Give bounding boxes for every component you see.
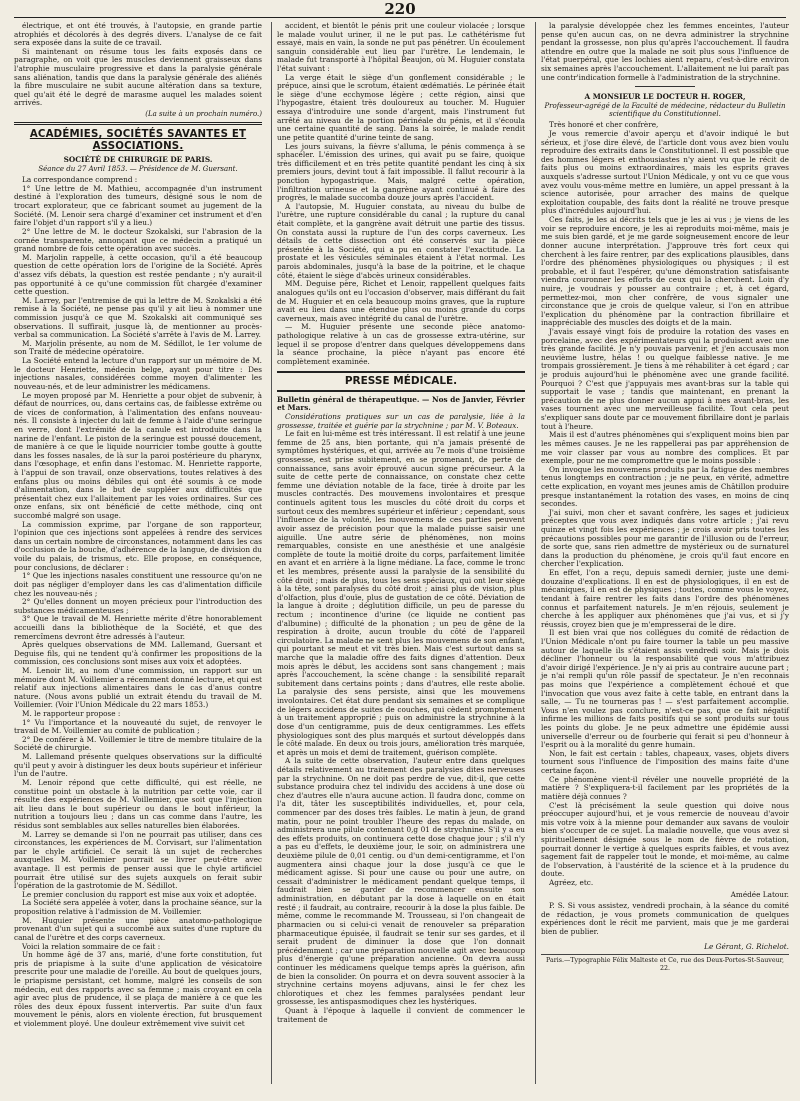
society-report-paragraph: 1° Que les injections nasales constituent une ressource qu'on ne doit pas négliger d'employer dans les cas d'alimentation difficile chez les nouveau-nés ; <box>14 571 262 598</box>
society-report-paragraph: La correspondance comprend : <box>22 175 138 185</box>
column-2 <box>277 22 525 1024</box>
society-report-paragraph: M. Marjolin rappelle, à cette occasion, qu'il a été beaucoup question de cette opération lors de l'origine de la Société. Après d'assez vifs débats, la question est restée pendante ; n'y aurait-il pas opportunité à ce qu'une commission fût chargée d'examiner cette question. <box>14 252 262 297</box>
section-title-presse: PRESSE MÉDICALE. <box>277 371 525 391</box>
letter-paragraph: Il est bien vrai que nos collègues du comité de rédaction de l'Union Médicale n'ont pu faire tourner la table un peu massive autour de laquelle ils s'étaient assis vendredi soir. Mais je dois décliner l'honneur ou la responsabilité que vous m'attribuez d'avoir dirigé l'expérience. Je n'y ai pris au contraire aucune part ; je n'ai rempli qu'un rôle passif de spectateur. Je n'en reconnais pas moins que l'expérience a complètement échoué et que l'invocation que vous avez faite à cette table, en entrant dans la salle, — Tu ne tourneras pas ! — s'est parfaitement accomplie. Vous n'en voulez pas conclure, n'est-ce pas, que ce fait négatif infirme les millions de faits positifs qui se sont produits sur tous les points du globe. Je ne peux admettre une épidémie aussi universelle d'erreur ou de fourberie qui ferait si peu d'honneur à l'esprit ou à la moralité du genre humain. <box>541 628 789 750</box>
letter-paragraph: Agréez, etc. <box>549 878 594 887</box>
society-report-paragraph: 1° Vu l'importance et la nouveauté du sujet, de renvoyer le travail de M. Voillemier au comité de publication ; <box>14 717 262 736</box>
bulletin-paragraph: A la suite de cette observation, l'auteur entre dans quelques détails relativement au traitement des paralysies dites nerveuses par la strychnine. On ne doit pas perdre de vue, dit-il, que cette substance produira chez tel individu des accidens à une dose où chez d'autres elle n'aura aucune action. Il faudra donc, comme on l'a dit, tâter les susceptibilités individuelles, et, pour cela, commencer par des doses très faibles. Le matin à jeun, de grand matin, pour ne point troubler l'heure des repas du malade, on administrera une pilule contenant 0,g 01 de strychnine. S'il y a eu des effets produits, on continuera cette dose chaque jour ; s'il n'y a pas eu d'effets, le deuxième jour, le soir, on administrera une deuxième pilule de 0,01 centig. ou d'un demi-centigramme, et l'on augmentera ainsi chaque jour la dose jusqu'à ce que le médicament agisse. Si pour une cause ou pour une autre, on cessait d'administrer le médicament pendant quelque temps, il faudrait bien se garder de recommencer ensuite son administration, en débutant par la dose à laquelle on en était resté ; il faudrait, au contraire, recourir à la dose la plus faible. De même, comme le recommande M. Trousseau, si l'on changeait de pharmacien ou si celui-ci venait de renouveler sa préparation pharmaceutique épuisée, il faudrait se tenir sur ses gardes, et il serait prudent de diminuer la dose que l'on donnait précédemment ; car une préparation nouvelle agit avec beaucoup plus d'énergie qu'une préparation ancienne. On devra aussi continuer les médicamens quelque temps après la guérison, afin de bien la consolider. On pourra et on devra souvent associer à la strychnine certains moyens adjuvans, ainsi le fer chez les chlorotiques et chez les femmes paralysées pendant leur grossesse, les antispasmodiques chez les hystériques. <box>277 756 525 1007</box>
society-report-paragraph: Après quelques observations de MM. Lallemand, Guersant et Deguise fils, qui ne tendent qu'à confirmer les propositions de la commission, ces conclusions sont mises aux voix et adoptées. <box>14 640 262 667</box>
society-report-paragraph: La Société sera appelée à voter, dans la prochaine séance, sur la proposition relative à l'admission de M. Voillemier. <box>14 898 262 917</box>
report-paragraph: MM. Deguise père, Richet et Lenoir, rappellent quelques faits analogues qu'ils ont eu l'occasion d'observer, mais différant du fait de M. Huguier et en cela beaucoup moins graves, que la rupture avait eu lieu dans une étendue plus ou moins grande du corps caverneux, mais avec intégrité du canal de l'urètre. <box>277 279 525 323</box>
society-report-paragraph: 1° Une lettre de M. Mathieu, accompagnée d'un instrument destiné à l'exploration des tumeurs, désigné sous le nom de trocart explorateur, que ce fabricant soumet au jugement de la Société. (M. Lenoir sera chargé d'examiner cet instrument et d'en faire l'objet d'un rapport s'il y a lieu.) <box>14 183 262 228</box>
society-report-paragraph: 2° De conférer à M. Voillemier le titre de membre titulaire de la Société de chirurgie. <box>14 734 262 753</box>
society-report-paragraph: M. Marjolin présente, au nom de M. Sédillot, le 1er volume de son Traité de médecine opératoire. <box>14 338 262 357</box>
society-report-paragraph: Un homme âgé de 37 ans, marié, d'une forte constitution, fut pris de priapisme à la suite d'une application de vésicatoire prescrite pour une maladie de l'oreille. Au bout de quelques jours, le priapisme persistant, cet homme, malgré les conseils de son médecin, eut des rapports avec sa femme ; mais croyant en cela agir avec plus de prudence, il se plaça de manière à ce que les rôles des deux époux fussent intervertis. Par suite d'un faux mouvement le pénis, alors en violente érection, fut brusquement et violemment ployé. Une douleur extrêmement vive suivit cet <box>14 950 262 1028</box>
bulletin-article-body <box>277 430 525 1024</box>
report-paragraph: La verge était le siège d'un gonflement considérable ; le prépuce, ainsi que le scrotum, étaient œdématiés. Le périnée était le siège d'une ecchymose légère ; cette région, ainsi que l'hypogastre, étaient très douloureux au toucher. M. Huguier essaya d'introduire une sonde d'argent, mais l'instrument fut arrêté au niveau de la portion périnéale du pénis, et il s'écoula une certaine quantité de sang. Dans la soirée, le malade rendit une petite quantité d'urine teinte de sang. <box>277 72 525 142</box>
column-3 <box>541 22 789 972</box>
society-report-paragraph: Le moyen proposé par M. Henriette a pour objet de subvenir, à défaut de nourrices, ou, dans certains cas, de faiblesse extrême ou de vices de conformation, à l'alimentation des enfans nouveau-nés. Il consiste à injecter du lait de femme à l'aide d'une seringue en verre, dont l'extrémité de la canule est introduite dans la narine de l'enfant. Le piston de la seringue est poussé doucement, de manière à ce que le liquide nourricier tombe goutte à goutte dans les fosses nasales, de là sur la paroi postérieure du pharynx, dans l'œsophage, et enfin dans l'estomac. M. Henriette rapporte, à l'appui de son travail, onze observations, toutes relatives à des enfans plus ou moins débiles qui ont été soumis à ce mode d'alimentation, dans le but de suppléer aux difficultés que présentait chez eux l'allaitement par les voies ordinaires. Sur ces onze enfans, six ont bénéficié de cette méthode, cinq ont succombé malgré son usage. <box>14 390 262 521</box>
printer-imprint: Paris.—Typographie Félix Malteste et Ce, rue des Deux-Portes-St-Sauveur, 22. <box>541 954 789 972</box>
continuation-note: (La suite à un prochain numéro.) <box>145 110 262 119</box>
intro-paragraph: Si maintenant on résume tous les faits exposés dans ce paragraphe, on voit que les muscles deviennent graisseux dans l'atrophie musculaire progressive et dans la paralysie générale sans aliénation, tandis que dans la paralysie générale des aliénés la fibre musculaire ne subit aucune altération dans sa texture, quel qu'ait été le degré de marasme auquel les malades soient arrivés. <box>14 46 262 108</box>
society-report-paragraph: 3° Que le travail de M. Henriette mérite d'être honorablement accueilli dans la bibliothèque de la Société, et que des remercîmens devront être adressés à l'auteur. <box>14 614 262 641</box>
society-report-paragraph: M. Larrey, par l'entremise de qui la lettre de M. Szokalski a été remise à la Société, ne pense pas qu'il y ait lieu à nommer une commission jusqu'à ce que M. Szokalski ait communiqué ses observations. Il suffirait, jusque là, de mentionner au procès-verbal sa communication. La Société s'arrête à l'avis de M. Larrey. <box>14 295 262 340</box>
society-report-paragraph: La Société entend la lecture d'un rapport sur un mémoire de M. le docteur Henriette, médecin belge, ayant pour titre : Des injections nasales, considérées comme moyen d'alimenter les nouveau-nés, et de leur administrer les médicamens. <box>14 356 262 391</box>
society-report-paragraph: M. Huguier présente une pièce anatomo-pathologique provenant d'un sujet qui a succombé aux suites d'une rupture du canal de l'urètre et des corps caverneux. <box>14 915 262 942</box>
society-report-paragraph: M. le rapporteur propose : <box>22 709 121 719</box>
society-report-paragraph: M. Lallemand présente quelques observations sur la difficulté qu'il peut y avoir à distinguer les deux bouts supérieur et inférieur l'un de l'autre. <box>14 752 262 779</box>
report-continuation <box>277 22 525 366</box>
postscript: P. S. Si vous assistez, vendredi prochain, à la séance du comité de rédaction, je vous promets communication de quelques expériences dont le récit me parvient, mais que je me garderai bien de publier. <box>541 901 789 937</box>
society-report-paragraph: Le premier conclusion du rapport est mise aux voix et adoptée. <box>22 889 257 899</box>
society-report-paragraph: M. Larrey se demande si l'on ne pourrait pas utiliser, dans ces circonstances, les expériences de M. Corvisart, sur l'alimentation par le chyle artificiel. Ce serait là un sujet de recherches auxquelles M. Voillemier pourrait se livrer peut-être avec avantage. Il est permis de penser aussi que le chyle artificiel pourrait être utilisé sur des sujets auxquels on ferait subir l'opération de la gastrotomie de M. Sédillot. <box>14 829 262 891</box>
bulletin-article-title: Considérations pratiques sur un cas de paralysie, liée à la grossesse, traitée et guérie par la strychnine ; par M. V. Boteaux. <box>277 411 525 430</box>
section-divider <box>14 122 262 125</box>
bulletin-lead: Bulletin général de thérapeutique. — Nos de Janvier, Février et Mars. <box>277 394 525 413</box>
bulletin-end-paragraph: la paralysie développée chez les femmes enceintes, l'auteur pense qu'en aucun cas, on ne devra administrer la strychnine pendant la grossesse, non plus qu'après l'accouchement. Il faudra attendre en outre que la malade ne soit plus sous l'influence de l'état puerpéral, que les lochies aient reparu, c'est-à-dire environ six semaines après l'accouchement. L'allaitement ne lui paraît pas une contr'indication formelle à l'administration de la strychnine. <box>541 21 789 82</box>
report-paragraph: A l'autopsie, M. Huguier constata, au niveau du bulbe de l'urètre, une rupture considérable du canal ; la rupture du canal était complète, et la gangrène avait détruit une partie des tissus. On constata aussi la rupture de l'un des corps caverneux. Les détails de cette dissection ont été conservés sur la pièce présentée à la Société, qui a pu en constater l'exactitude. La prostate et les vésicules séminales étaient à l'état normal. Les parois abdominales, jusqu'à la base de la poitrine, et le chaque côté, étaient le siège d'abcès urineux considérables. <box>277 201 525 280</box>
separator <box>635 86 695 87</box>
letter-addressee: A MONSIEUR LE DOCTEUR H. ROGER, <box>584 92 746 102</box>
letter-paragraph: Ces faits, je les ai décrits tels que je les ai vus ; je viens de les voir se reproduire encore, je les ai reproduits moi-même, mais je me suis bien gardé, et je me garde soigneusement encore de leur donner aucune interprétation. J'approuve très fort ceux qui cherchent à les faire rentrer, par des explications plausibles, dans l'ordre des phénomènes physiologiques ou physiques ; il est probable, et il faut l'espérer, qu'une démonstration satisfaisante viendra couronner les efforts de ceux qui la cherchent. Loin d'y nuire, je voudrais y pousser au contraire ; et, à cet égard, permettez-moi, mon cher confrère, de vous signaler une circonstance que je crois de quelque valeur, si l'on en attribue l'explication du phénomène par la contraction fibrillaire et inappréciable des muscles des doigts et de la main. <box>541 215 789 328</box>
report-paragraph: accident, et bientôt le pénis prit une couleur violacée ; lorsque le malade voulut uriner, il ne le put pas. Le cathétérisme fut essayé, mais en vain, la sonde ne put pas pénétrer. Un écoulement sanguin considérable eut lieu par l'urètre. Le lendemain, le malade fut transporté à l'hôpital Beaujon, où M. Huguier constata l'état suivant : <box>277 21 525 74</box>
bulletin-paragraph: Quant à l'époque à laquelle il convient de commencer le traitement de <box>277 1006 525 1024</box>
society-report-body <box>14 176 262 1028</box>
letter-paragraph: On invoque les mouvemens produits par la fatigue des membres tenus longtemps en contraction ; je ne peux, en vérité, admettre cette explication, en voyant mes jeunes amis de Châtillon produire presque instantanément la rotation des vases, en moins de cinq secondes. <box>541 464 789 509</box>
letter-paragraph: Non, le fait est certain : tables, chapeaux, vases, objets divers tournent sous l'influence de l'imposition des mains faite d'une certaine façon. <box>541 748 789 776</box>
society-report-paragraph: 2° Une lettre de M. le docteur Szokalski, sur l'abrasion de la cornée transparente, annonçant que ce médecin a pratiqué un grand nombre de fois cette opération avec succès. <box>14 226 262 254</box>
column-rule-2 <box>535 22 536 1084</box>
session-line: Séance du 27 Avril 1853. — Présidence de M. Guersant. <box>38 165 238 174</box>
column-1 <box>14 22 262 1029</box>
society-title: SOCIÉTÉ DE CHIRURGIE DE PARIS. <box>63 155 213 165</box>
intro-paragraphs <box>14 22 262 108</box>
letter-body <box>541 121 789 887</box>
society-report-paragraph: M. Lenoir répond que cette difficulté, qui est réelle, ne constitue point un obstacle à la nutrition par cette voie, car il résulte des expériences de M. Voillemier, que soit que l'injection ait lieu dans le bout supérieur ou dans le bout inférieur, la nutrition a toujours lieu ; dans un cas comme dans l'autre, les résidus sont semblables aux selles naturelles bien élaborées. <box>14 777 262 830</box>
letter-paragraph: En effet, l'on a reçu, depuis samedi dernier, juste une demi-douzaine d'explications. Il en est de physiologiques, il en est de mécaniques, il en est de physiques ; toutes, comme vous le voyez, tendant à faire rentrer les faits dans l'ordre des phénomènes connus et parfaitement naturels. Je m'en réjouis, seulement je cherche à les appliquer aux phénomènes que j'ai vus, et si j'y réussis, croyez bien que je m'empresserai de le dire. <box>541 568 789 629</box>
page-number: 220 <box>384 0 416 18</box>
society-report-paragraph: 2° Qu'elles donnent un moyen précieux pour l'introduction des substances médicamenteuses ; <box>14 597 262 615</box>
report-paragraph: Les jours suivans, la fièvre s'alluma, le pénis commença à se sphacéler. L'émission des urines, qui avait pu se faire, quoique très difficilement et en très petite quantité pendant les cinq à six premiers jours, devint tout à fait impossible. Il fallut recourir à la ponction hypogastrique. Mais, malgré cette opération, l'infiltration urineuse et la gangrène ayant continué à faire des progrès, le malade succomba douze jours après l'accident. <box>277 141 525 203</box>
letter-paragraph: Ce phénomène vient-il révéler une nouvelle propriété de la matière ? S'expliquera-t-il facilement par les propriétés de la matière déjà connues ? <box>541 774 789 801</box>
society-report-paragraph: Voici la relation sommaire de ce fait : <box>22 941 161 951</box>
header-rule <box>14 17 786 18</box>
column-rule-1 <box>271 22 272 1084</box>
gerant-line: Le Gérant, G. Richelot. <box>704 941 789 951</box>
intro-paragraph: électrique, et ont été trouvés, à l'autopsie, en grande partie atrophiés et décolorés à des degrés divers. L'analyse de ce fait sera exposée dans la suite de ce travail. <box>14 21 262 48</box>
letter-paragraph: Très honoré et cher confrère, <box>549 120 659 130</box>
letter-paragraph: J'ai suivi, mon cher et savant confrère, les sages et judicieux préceptes que vous avez indiqués dans votre article ; j'ai revu quinze et vingt fois les expériences ; je crois avoir pris toutes les précautions possibles pour me garantir de l'illusion ou de l'erreur, de sorte que, sans rien admettre de mystérieux ou de surnaturel dans la production du phénomène, je crois qu'il faut encore en chercher l'explication. <box>541 507 789 569</box>
letter-paragraph: J'avais essayé vingt fois de produire la rotation des vases en porcelaine, avec des expérimentateurs qui la produisent avec une très grande facilité. Je n'y pouvais parvenir, et j'en accusais mon neuvième lustre, hélas ! ou quelque faiblesse native. Je me trompais grossièrement. Je tiens à me réhabiliter à cet égard ; car je produis aujourd'hui le phénomène avec une grande facilité. Pourquoi ? C'est que j'appuyais mes avant-bras sur la table qui supportait le vase ; tandis que maintenant, en prenant la précaution de ne plus donner aucun appui à mes avant-bras, les vases tournent avec une merveilleuse facilité. Tout cela peut s'expliquer sans doute par ce mouvement fibrillaire dont je parlais tout à l'heure. <box>541 327 789 431</box>
letter-addressee-sub: Professeur-agrégé de la Faculté de médecine, rédacteur du Bulletin scientifique du Constitutionnel. <box>544 101 786 119</box>
bulletin-paragraph: Le fait en lui-même est très intéressant. Il est relatif à une jeune femme de 25 ans, bien portante, qui n'a jamais présenté de symptômes hystériques, et qui, arrivée au 7e mois d'une troisième grossesse, est prise subitement, en se promenant, de perte de connaissance, sans avoir éprouvé aucun signe précurseur. A la suite de cette perte de connaissance, on constate chez cette femme une déviation notable de la face, tirée à droite par les muscles contractés. Des mouvemens involontaires et presque continuels agitent tous les muscles du côté droit du corps et surtout ceux des membres supérieur et inférieur ; cependant, sous l'influence de la volonté, les mouvemens de ces parties peuvent avoir assez de précision pour que la malade puisse saisir une aiguille. Une autre série de phénomènes, non moins remarquables, consiste en une anesthésie et une analgésie complète de toute la moitié droite du corps, parfaitement limitée en avant et en arrière à la ligne médiane. La face, comme le tronc et les membres, présente aussi la paralysie de la sensibilité du côté droit ; mais de plus, tous les sens spéciaux, qui ont leur siège à la tête, sont paralysés du côté droit ; ainsi plus de vision, plus d'olfaction, plus d'ouïe, plus de gustation de ce côté. Déviation de la langue à droite ; déglutition difficile, un peu de paresse du rectum ; incontinence d'urine (ce liquide ne contient pas d'albumine) ; difficulté de la phonation ; un peu de gêne de la respiration à droite, aucun trouble du côté de l'appareil circulatoire. La malade ne sent plus les mouvemens de son enfant, qui pourtant se meut et vit très bien. Mais c'est surtout dans sa marche que la maladie offre des faits dignes d'attention. Deux mois après le début, les accidens sont sans changement ; mais après l'accouchement, la scène change : la sensibilité reparaît subitement dans certains points ; dans d'autres, elle reste abolie. La paralysie des sens persiste, ainsi que les mouvemens involontaires. Cet état dure pendant six semaines et se complique de légers accidens de suites de couches, qui cèdent promptement à un traitement approprié ; puis on administre la strychnine à la dose d'un centigramme, puis de deux centigrammes. Les effets physiologiques sont des plus marqués et surtout développés dans le côté malade. En deux ou trois jours, amélioration très marquée, et après un mois et demi de traitement, guérison complète. <box>277 429 525 757</box>
letter-paragraph: Mais il est d'autres phénomènes qui s'expliquent moins bien par les mêmes causes. Je ne les rappellerai pas par appréhension de me voir classer par vous au nombre des complices. Et par exemple, pour ne me compromettre que le moins possible : <box>541 430 789 466</box>
report-paragraph: — M. Huguier présente une seconde pièce anatomo-pathologique relative à un cas de grossesse extra-utérine, sur lequel il se propose d'entrer dans quelques développemens dans la séance prochaine, la pièce n'ayant pas encore été complètement examinée. <box>277 322 525 366</box>
letter-signature: Amédée Latour. <box>730 889 789 899</box>
society-report-paragraph: M. Lenoir lit, au nom d'une commission, un rapport sur un mémoire dont M. Voillemier a récemment donné lecture, et qui est relatif aux injections alimentaires dans le cas d'anus contre nature. (Nous avons publié un extrait étendu du travail de M. Voillemier. (Voir l'Union Médicale du 22 mars 1853.) <box>14 666 262 710</box>
society-report-paragraph: La commission exprime, par l'organe de son rapporteur, l'opinion que ces injections sont appelées à rendre des services dans un certain nombre de circonstances, notamment dans les cas d'occlusion de la bouche, d'adhérence de la langue, de division du voile du palais, de trismus, etc. Elle propose, en conséquence, pour conclusions, de déclarer : <box>14 519 262 572</box>
letter-paragraph: Je vous remercie d'avoir aperçu et d'avoir indiqué le but sérieux, et j'ose dire élevé, de l'article dont vous avez bien voulu reproduire des extraits dans le Constitutionnel. Il est possible que des hommes légers et enthousiastes n'y aient vu que le récit de faits plus ou moins extraordinaires, mais les esprits graves auxquels s'adresse surtout l'Union Médicale, y ont vu ce que vous avez voulu vous-même mettre en lumière, un appel pressant à la science autorisée, pour arracher des mains de quelque exploitation coupable, des faits dont la réalité ne trouve presque plus d'incrédules aujourd'hui. <box>541 128 789 216</box>
section-title-academies: ACADÉMIES, SOCIÉTÉS SAVANTES ET ASSOCIATIONS. <box>29 129 247 153</box>
letter-paragraph: C'est là précisément la seule question qui doive nous préoccuper aujourd'hui, et je vous remercie de nouveau d'avoir mis votre voix à la mienne pour demander aux savans de vouloir bien s'occuper de ce sujet. La maladie nouvelle, que vous avez si spirituellement désignée sous le nom de fièvre de rotation, pourrait donner le vertige à quelques esprits faibles, et vous avez sagement fait de rappeler tout le monde, et moi-même, au calme de l'observation, à l'austérité de la science et à la prudence du doute. <box>541 800 789 879</box>
bulletin-article-end <box>541 22 789 82</box>
